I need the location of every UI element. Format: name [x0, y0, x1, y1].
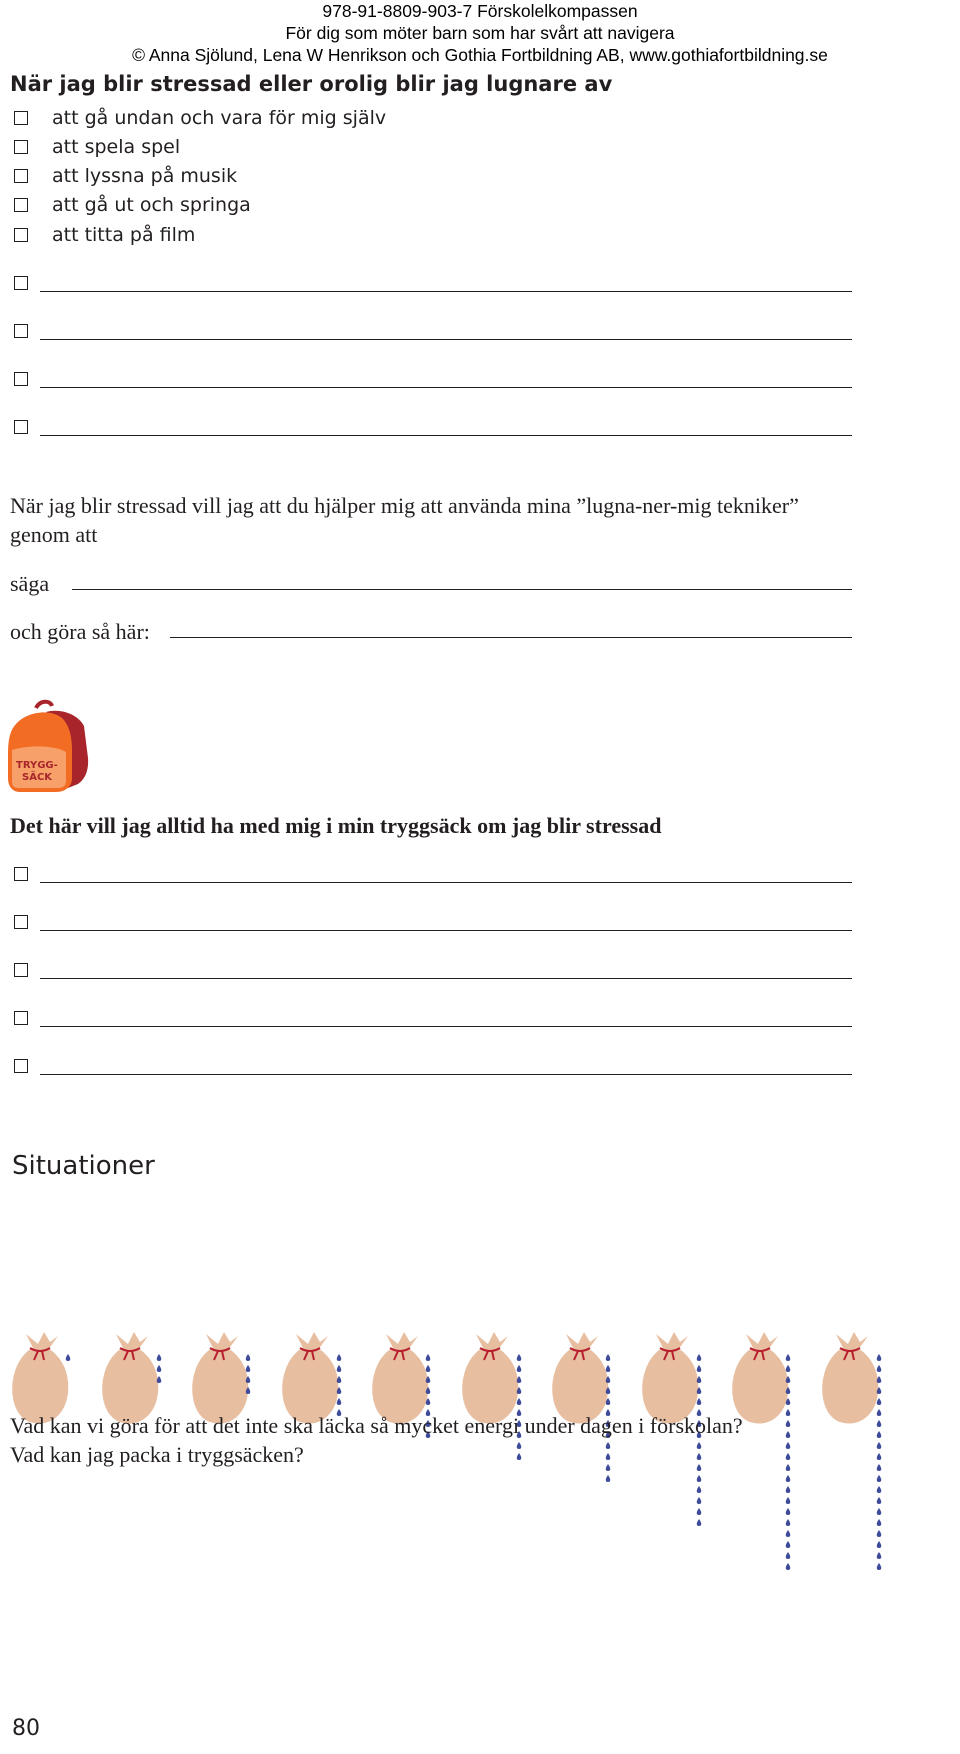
energy-drop: [517, 1365, 522, 1372]
bag-top: [386, 1332, 418, 1350]
energy-drop: [786, 1541, 791, 1548]
bag-top: [116, 1332, 148, 1350]
energy-drop: [877, 1442, 882, 1449]
option-label: att titta på film: [52, 224, 196, 246]
bag-top: [566, 1332, 598, 1350]
option-label: att gå ut och springa: [52, 194, 251, 216]
bag-top: [656, 1332, 688, 1350]
backpack-heading: Det här vill jag alltid ha med mig i min tryggsäck om jag blir stressad: [10, 813, 662, 838]
energy-drop: [877, 1563, 882, 1570]
checkbox[interactable]: [14, 915, 28, 929]
bag-top: [26, 1332, 58, 1350]
do-write-line[interactable]: [170, 637, 852, 638]
energy-drop: [877, 1409, 882, 1416]
energy-drop: [697, 1464, 702, 1471]
energy-drop: [786, 1464, 791, 1471]
energy-drop: [606, 1475, 611, 1482]
energy-drop: [786, 1420, 791, 1427]
book-isbn-title: 978-91-8809-903-7 Förskolelkompassen: [322, 1, 638, 21]
leaking-bag: [462, 1332, 521, 1460]
energy-drop: [877, 1508, 882, 1515]
option-label: att spela spel: [52, 136, 181, 158]
energy-drop: [786, 1431, 791, 1438]
write-in-line[interactable]: [40, 1026, 852, 1027]
energy-drop: [517, 1376, 522, 1383]
option-label: att lyssna på musik: [52, 165, 238, 187]
leaking-bag: [102, 1332, 161, 1424]
question-line2: Vad kan jag packa i tryggsäcken?: [10, 1442, 304, 1467]
energy-drop: [877, 1552, 882, 1559]
write-in-line[interactable]: [40, 339, 852, 340]
energy-drop: [157, 1365, 162, 1372]
energy-drop: [157, 1376, 162, 1383]
energy-drop: [877, 1398, 882, 1405]
leaking-bag: [192, 1332, 250, 1424]
write-in-line[interactable]: [40, 291, 852, 292]
energy-drop: [517, 1442, 522, 1449]
checkbox[interactable]: [14, 198, 28, 212]
help-request-paragraph-line1: När jag blir stressad vill jag att du hjälper mig att använda mina ”lugna-ner-mig tekniker”: [10, 493, 799, 518]
checkbox[interactable]: [14, 276, 28, 290]
energy-drop: [786, 1552, 791, 1559]
energy-drop: [877, 1354, 882, 1361]
energy-drop: [877, 1453, 882, 1460]
write-in-line[interactable]: [40, 930, 852, 931]
energy-drop: [697, 1486, 702, 1493]
energy-drop: [697, 1442, 702, 1449]
energy-drop: [337, 1365, 342, 1372]
energy-drop: [877, 1475, 882, 1482]
leaking-bag: [282, 1332, 341, 1424]
energy-drop: [786, 1530, 791, 1537]
bag-body: [822, 1348, 878, 1424]
checkbox[interactable]: [14, 963, 28, 977]
question-line1: Vad kan vi göra för att det inte ska läcka så mycket energi under dagen i förskolan?: [10, 1413, 743, 1438]
energy-drop: [337, 1354, 342, 1361]
write-in-line[interactable]: [40, 978, 852, 979]
checkbox[interactable]: [14, 867, 28, 881]
energy-drop: [246, 1365, 251, 1372]
energy-drop: [877, 1541, 882, 1548]
checkbox[interactable]: [14, 228, 28, 242]
energy-drop: [877, 1519, 882, 1526]
checkbox[interactable]: [14, 1059, 28, 1073]
energy-drop: [786, 1486, 791, 1493]
bag-top: [206, 1332, 238, 1350]
leaking-bag: [732, 1332, 790, 1570]
checkbox[interactable]: [14, 420, 28, 434]
copyright-line: © Anna Sjölund, Lena W Henrikson och Gothia Fortbildning AB, www.gothiafortbildning.se: [132, 45, 828, 65]
energy-drop: [426, 1354, 431, 1361]
write-in-line[interactable]: [40, 387, 852, 388]
energy-drop: [697, 1497, 702, 1504]
energy-drop: [786, 1409, 791, 1416]
energy-drop: [517, 1398, 522, 1405]
book-subtitle: För dig som möter barn som har svårt att navigera: [285, 23, 675, 43]
leaking-bag: [12, 1332, 70, 1424]
energy-drop: [426, 1365, 431, 1372]
energy-drop: [786, 1497, 791, 1504]
backpack-label-line2: SÄCK: [22, 772, 53, 783]
checkbox[interactable]: [14, 169, 28, 183]
energy-drop: [157, 1354, 162, 1361]
energy-drop: [786, 1475, 791, 1482]
page-number: 80: [12, 1716, 40, 1741]
do-label: och göra så här:: [10, 619, 150, 644]
bag-top: [746, 1332, 778, 1350]
energy-drop: [697, 1376, 702, 1383]
energy-drop: [606, 1365, 611, 1372]
energy-drop: [606, 1354, 611, 1361]
energy-drop: [697, 1365, 702, 1372]
energy-drop: [697, 1354, 702, 1361]
situations-heading: Situationer: [12, 1151, 155, 1181]
write-in-line[interactable]: [40, 1074, 852, 1075]
energy-drop: [517, 1354, 522, 1361]
energy-drop: [697, 1519, 702, 1526]
energy-drop: [786, 1442, 791, 1449]
checkbox[interactable]: [14, 324, 28, 338]
energy-drop: [337, 1398, 342, 1405]
option-label: att gå undan och vara för mig själv: [52, 107, 387, 129]
backpack-icon: [4, 698, 94, 796]
checkbox[interactable]: [14, 372, 28, 386]
energy-drop: [786, 1563, 791, 1570]
energy-drop: [606, 1442, 611, 1449]
energy-drop: [877, 1365, 882, 1372]
bag-top: [296, 1332, 328, 1350]
energy-drop: [877, 1420, 882, 1427]
checkbox[interactable]: [14, 111, 28, 125]
energy-drop: [66, 1354, 71, 1361]
say-label: säga: [10, 571, 50, 596]
energy-drop: [517, 1453, 522, 1460]
energy-drop: [786, 1453, 791, 1460]
energy-drop: [337, 1376, 342, 1383]
energy-drop: [697, 1398, 702, 1405]
energy-drop: [877, 1486, 882, 1493]
checkbox[interactable]: [14, 140, 28, 154]
write-in-line[interactable]: [40, 882, 852, 883]
help-request-paragraph-line2: genom att: [10, 522, 98, 547]
leaking-bag: [552, 1332, 610, 1482]
energy-drop: [606, 1464, 611, 1471]
energy-drop: [786, 1365, 791, 1372]
energy-drop: [606, 1453, 611, 1460]
bag-top: [836, 1332, 868, 1350]
energy-drop: [246, 1354, 251, 1361]
energy-drop: [697, 1508, 702, 1515]
energy-drop: [697, 1475, 702, 1482]
energy-drop: [877, 1376, 882, 1383]
say-write-line[interactable]: [72, 589, 852, 590]
write-in-line[interactable]: [40, 435, 852, 436]
energy-drop: [877, 1530, 882, 1537]
checkbox[interactable]: [14, 1011, 28, 1025]
energy-drop: [697, 1453, 702, 1460]
backpack-label-line1: TRYGG-: [16, 760, 58, 771]
energy-drop: [786, 1354, 791, 1361]
energy-drop: [877, 1431, 882, 1438]
energy-drop: [786, 1519, 791, 1526]
calm-down-heading: När jag blir stressad eller orolig blir jag lugnare av: [10, 72, 613, 96]
energy-drop: [877, 1464, 882, 1471]
bag-top: [476, 1332, 508, 1350]
leaking-bag: [822, 1332, 881, 1570]
energy-drop: [786, 1508, 791, 1515]
energy-drop: [877, 1497, 882, 1504]
